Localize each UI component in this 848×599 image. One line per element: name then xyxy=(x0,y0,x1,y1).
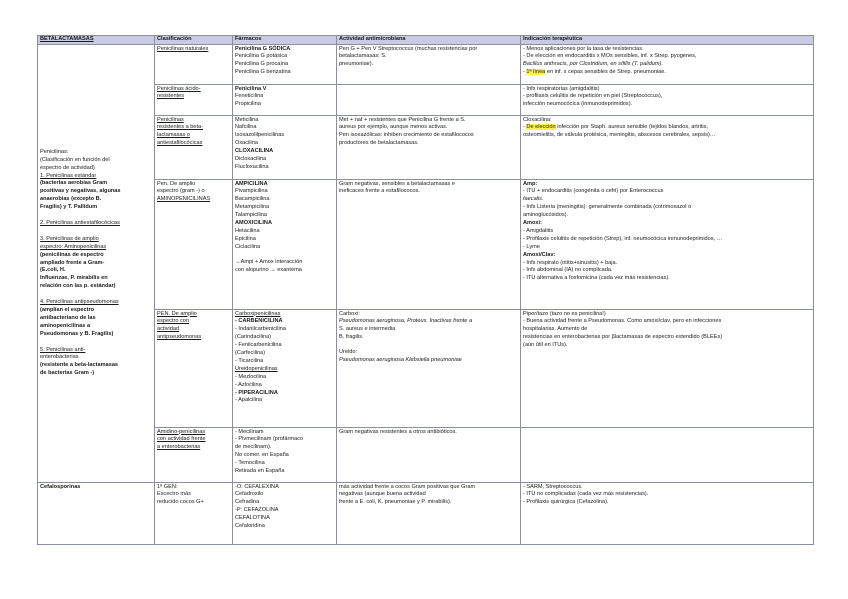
drug-line: (Carfecilina) xyxy=(235,350,266,357)
group-label-line: 3. Penicilinas de amplio xyxy=(40,235,99,242)
clasif-line: AMINOPENICILINAS xyxy=(157,196,211,203)
clasif-line: 1ª GEN: xyxy=(157,483,178,490)
betalactamasas-table xyxy=(37,35,814,545)
spacer xyxy=(40,291,152,299)
group-label-line: 5. Penicilinas anti- xyxy=(40,346,86,353)
indicacion-cell xyxy=(521,310,814,428)
clasif-line: a enterobacterias xyxy=(157,444,201,451)
drug-line: - CARBENICILINA xyxy=(235,318,283,325)
group-label-line: 2. Penicilinas antiestafilocócicas xyxy=(40,220,120,227)
drug-line: CEFALOTINA xyxy=(235,515,270,522)
drug-line: Propicilina xyxy=(235,101,261,108)
penicilinas-group-label xyxy=(38,45,155,483)
actividad-line: Pseudomonas aeruginosa Klebsiella pneumoniae xyxy=(339,357,462,364)
drug-line: Feneticilina xyxy=(235,93,264,100)
table-header-row xyxy=(38,36,814,45)
drug-line: Nafcilina xyxy=(235,124,257,131)
actividad-line: Ureido: xyxy=(339,349,358,356)
actividad-cell xyxy=(337,483,521,545)
clasif-line: espectro (gram -) o xyxy=(157,188,205,195)
drug-line: - Mecilinam xyxy=(235,428,264,435)
clasif-line: antipseudomonas xyxy=(157,334,202,341)
group-label-line: (E.coli, H. xyxy=(40,267,66,274)
group-label-line: Penicilinas: xyxy=(40,148,69,155)
actividad-line: Gram negativas, sensibles a betalactamasas e xyxy=(339,180,455,187)
actividad-cell xyxy=(337,116,521,180)
drug-line: No comer. en España xyxy=(235,452,289,459)
table-row xyxy=(38,428,814,483)
table-row xyxy=(38,310,814,428)
drug-line: de mecilinam). xyxy=(235,444,272,451)
table-row xyxy=(38,116,814,180)
indicacion-line: Amp: xyxy=(523,180,538,187)
spacer xyxy=(40,228,152,236)
indicacion-line: - Amigdalitis xyxy=(523,227,554,234)
drug-line: - Indanilcarbenicilina xyxy=(235,326,286,333)
group-label-line: enterobacterias xyxy=(40,354,79,361)
drug-line: CLOXACILINA xyxy=(235,148,274,155)
clasif-line: Escectro más xyxy=(157,491,191,498)
spacer xyxy=(40,339,152,347)
actividad-line: más actividad frente a cocos Gram positivas que Gram xyxy=(339,483,476,490)
indicacion-line: Amoxi: xyxy=(523,220,542,227)
table-row xyxy=(38,483,814,545)
actividad-line: S. aureus e intermedia xyxy=(339,326,396,333)
drug-line: Meticilina xyxy=(235,116,259,123)
group-label: Cefalosporinas xyxy=(40,483,81,490)
drug-line: Carboxipenicilinas xyxy=(235,310,281,317)
group-label-line: (Clasificación en función del xyxy=(40,156,110,163)
header-betalactamasas: BETALACTAMASAS xyxy=(38,36,155,45)
clasif-cell xyxy=(155,483,233,545)
drug-line: Retirada en España xyxy=(235,468,285,475)
group-label-line: de bacterias Gram -) xyxy=(40,370,95,377)
group-label-line: aminopenicilinas a xyxy=(40,322,91,329)
clasif-line: resistentes xyxy=(157,93,185,100)
indicacion-line: - SARM, Streptococcus. xyxy=(523,483,583,490)
group-label-line: (resistente a beta-lactamasas xyxy=(40,362,119,369)
clasif-cell xyxy=(155,45,233,85)
actividad-line: productores de betalactamasas. xyxy=(339,140,419,147)
drug-line: Penicilina V xyxy=(235,85,267,92)
actividad-cell xyxy=(337,45,521,85)
drug-line: Penicilina G benzatina xyxy=(235,69,291,76)
drug-line: Cefadroxilo xyxy=(235,491,264,498)
indicacion-line: - De elección en endocarditis x MOs sensibles, inf. x Strep. pyogenes, xyxy=(523,53,697,60)
drug-line: - Temocilina xyxy=(235,460,265,467)
clasif-cell xyxy=(155,310,233,428)
drug-line: Ureidopenicilinas xyxy=(235,365,278,372)
drug-line: - Azlocilina xyxy=(235,381,262,388)
drug-line: - PIPERACILINA xyxy=(235,389,278,396)
actividad-cell xyxy=(337,310,521,428)
indicacion-line: osteomielitis, de válvula protésica, meningitis, abscesos cerebrales, sepsis)… xyxy=(523,132,716,139)
clasif-line: actividad xyxy=(157,326,180,333)
drug-line: con alopurino → exantema xyxy=(235,266,302,273)
drug-line: Metampicilina xyxy=(235,204,270,211)
drug-line: Pivampicilina xyxy=(235,188,268,195)
drug-line: - Ticarcilina xyxy=(235,357,264,364)
actividad-line: Pseudomonas aeruginosa, Proteus. Inactivas frente a xyxy=(339,318,473,325)
drug-line: (Carindacilina) xyxy=(235,334,272,341)
clasif-cell xyxy=(155,85,233,116)
indicacion-line: - Infs abdominal (IA) no complicada. xyxy=(523,267,613,274)
drug-line: AMPICILINA xyxy=(235,180,268,187)
indicacion-line: - 1ª línea en inf. x cepas sensibles de Strep. pneumoniae. xyxy=(523,69,666,76)
indicacion-cell xyxy=(521,428,814,483)
clasif-line: Penicilinas naturales xyxy=(157,45,209,52)
actividad-line: aureus por ejemplo, aunque menos activas. xyxy=(339,124,448,131)
indicacion-cell xyxy=(521,180,814,310)
indicacion-line: - De elección infección por Staph. aureus sensible (tejidos blandos, artritis, xyxy=(523,124,709,131)
drug-line: Isoxazolilpenicilinas xyxy=(235,132,285,139)
drug-line: Epicilina xyxy=(235,235,256,242)
spacer xyxy=(40,212,152,220)
drug-line: Flucloxacilina xyxy=(235,163,269,170)
indicacion-line: - Infs Listeria (meningitis): generalmente combinada (cotrimoxazol o xyxy=(523,204,692,211)
group-label-line: 1. Penicilinas estándar xyxy=(40,172,97,179)
spacer xyxy=(235,252,334,259)
farmacos-cell xyxy=(233,310,337,428)
document-page xyxy=(37,35,813,545)
actividad-line: betalactamasas: S. xyxy=(339,53,387,60)
drug-line: - Pivmecilinam (profármaco xyxy=(235,436,304,443)
indicacion-line: - Profilaxis celulitis de repetición (Strep), inf. neumocócica inmunodeprimidos, … xyxy=(523,235,723,242)
header-clasificacion: Clasificación xyxy=(155,36,233,45)
drug-line: Hetacilina xyxy=(235,227,260,234)
indicacion-line: - ITU no complicadas (cada vez más resistencias). xyxy=(523,491,649,498)
indicacion-line: - Infs respirato (otitis+sinusitis) + baja. xyxy=(523,259,618,266)
drug-line: Penicilina G potásica xyxy=(235,53,288,60)
indicacion-line: hospitalarias. Aumento de xyxy=(523,326,588,333)
clasif-line: Penicilinas xyxy=(157,116,184,123)
group-label-line: (bacterias aerobias Gram xyxy=(40,180,108,187)
header-actividad: Actividad antimicrobiana xyxy=(337,36,521,45)
indicacion-line: - Lyme xyxy=(523,243,540,250)
drug-line: -O: CEFALEXINA xyxy=(235,483,279,490)
indicacion-line: (aún útil en ITUs). xyxy=(523,342,568,349)
spacer xyxy=(339,342,518,349)
highlight-mark: 1ª línea xyxy=(526,69,546,76)
actividad-line: B. fragilis. xyxy=(339,334,364,341)
drug-line: - Mezlocilina xyxy=(235,373,267,380)
indicacion-line: - profilaxis celulitis de repetición en piel (Streptococcus), xyxy=(523,93,663,100)
group-label-line: ampliado frente a Gram- xyxy=(40,259,105,266)
indicacion-line: - Buena actividad frente a Pseudomonas. Como amoxi/clav, pero en infecciones xyxy=(523,318,722,325)
indicacion-line: Cloxacilina: xyxy=(523,116,552,123)
drug-line: Bacampicilina xyxy=(235,196,270,203)
farmacos-cell xyxy=(233,483,337,545)
indicacion-cell xyxy=(521,45,814,85)
clasif-line: lactamasas o xyxy=(157,132,190,139)
clasif-line: con actividad frente xyxy=(157,436,206,443)
clasif-line: PEN. De amplio xyxy=(157,310,197,317)
clasif-cell xyxy=(155,116,233,180)
drug-line: AMOXICILINA xyxy=(235,220,272,227)
drug-line: - Fenilcarbenicilina xyxy=(235,342,282,349)
actividad-line: pneumoniae). xyxy=(339,61,374,68)
actividad-line: ineficaces frente a estafilococos. xyxy=(339,188,420,195)
drug-line: -P: CEFAZOLINA xyxy=(235,507,279,514)
group-label-line: relación con las p. estándar) xyxy=(40,283,116,290)
indicacion-line: - Infs respiratorias (amigdalitis) xyxy=(523,85,600,92)
indicacion-line: Amoxi/Clav: xyxy=(523,251,556,258)
clasif-line: Pen. De amplio xyxy=(157,180,196,187)
clasif-line: antiestafilocócicas xyxy=(157,140,203,147)
highlight-mark: De elección xyxy=(526,124,556,131)
indicacion-line: - Menos aplicaciones por la tasa de resistencias. xyxy=(523,45,644,52)
drug-line: →Ampi + Amox interacción xyxy=(235,258,303,265)
table-row xyxy=(38,180,814,310)
clasif-line: reducido cocos G+ xyxy=(157,499,204,506)
farmacos-cell xyxy=(233,180,337,310)
clasif-line: espectro con xyxy=(157,318,190,325)
farmacos-cell xyxy=(233,45,337,85)
table-row xyxy=(38,45,814,85)
indicacion-line: - ITU alternativa a fosfomicina (cada vez más resistencias). xyxy=(523,275,670,282)
actividad-line: Pen G + Pen V Streptococcus (muchas resistencias por xyxy=(339,45,478,52)
indicacion-line: - Profilaxis quirúrgica (Cefazolina). xyxy=(523,499,609,506)
clasif-cell xyxy=(155,180,233,310)
drug-line: Cefaloridina xyxy=(235,523,265,530)
actividad-line: frente a E. coli, K. pneumoniae y P. mirabilis). xyxy=(339,499,452,506)
drug-line: Oxacilina xyxy=(235,140,259,147)
header-farmacos: Fármacos xyxy=(233,36,337,45)
group-label-line: Pseudomonas y B. Fragilis) xyxy=(40,330,114,337)
drug-line: Ciclacilina xyxy=(235,243,261,250)
drug-line: Cefradina xyxy=(235,499,260,506)
group-label-line: positivas y negativas, algunas xyxy=(40,188,121,195)
group-label-line: antibacteriano de las xyxy=(40,314,96,321)
indicacion-line: resistencias en enterobacterias por βlactamasas de espectro extendido (BLEEs) xyxy=(523,334,723,341)
clasif-line: Amidino-penicilinas xyxy=(157,428,206,435)
actividad-cell xyxy=(337,428,521,483)
drug-line: Penicilina G SÓDICA xyxy=(235,45,291,52)
group-label-line: espectro de actividad) xyxy=(40,164,95,171)
actividad-line: negativas (aunque buena actividad xyxy=(339,491,426,498)
group-label-line: Influenzae, P. mirabilis en xyxy=(40,275,108,282)
drug-line: Dicloxacilina xyxy=(235,156,267,163)
cefalosporinas-label xyxy=(38,483,155,545)
clasif-cell xyxy=(155,428,233,483)
drug-line: Penicilina G procaína xyxy=(235,61,289,68)
group-label-line: 4. Penicilinas antipseudomonas xyxy=(40,299,119,306)
actividad-cell xyxy=(337,180,521,310)
indicacion-cell xyxy=(521,85,814,116)
drug-line: - Apalcilina xyxy=(235,397,263,404)
actividad-cell xyxy=(337,85,521,116)
clasif-line: Penicilinas ácido- xyxy=(157,85,201,92)
actividad-line: Gram negativas resistentes a otros antibióticos. xyxy=(339,428,457,435)
table-row xyxy=(38,85,814,116)
farmacos-cell xyxy=(233,116,337,180)
indicacion-cell xyxy=(521,483,814,545)
clasif-line: resistentes a beta- xyxy=(157,124,204,131)
actividad-line: Carboxi: xyxy=(339,310,360,317)
indicacion-cell xyxy=(521,116,814,180)
drug-line: Talampicilina xyxy=(235,212,268,219)
group-label-line: espectro: Aminopenicilinas xyxy=(40,243,107,250)
group-label-line: Fragilis) y T. Pallidum xyxy=(40,204,98,211)
actividad-line: Pen isoxazólicas: inhiben crecimiento de estafilococos xyxy=(339,132,474,139)
actividad-line: Met + naf + resistentes que Penicilina G frente a S. xyxy=(339,116,466,123)
farmacos-cell xyxy=(233,85,337,116)
farmacos-cell xyxy=(233,428,337,483)
indicacion-line: infección neumocócica (inmunodeprimidos). xyxy=(523,101,633,108)
group-label-line: anaerobias (excepto B. xyxy=(40,196,102,203)
indicacion-line: Piper/tazo (tazo no es penicilina!) xyxy=(523,310,606,317)
indicacion-line: Bacillus anthracis, por Clostridium, en sífilis (T. palidum). xyxy=(523,61,663,68)
group-label-line: (penicilinas de espectro xyxy=(40,251,104,258)
indicacion-line: faecalis. xyxy=(523,196,544,203)
header-indicacion: Indicación terapéutica xyxy=(521,36,814,45)
indicacion-line: aminoglucósidos). xyxy=(523,212,569,219)
indicacion-line: - ITU + endocarditis (congénita o cefri) por Enterococcus xyxy=(523,188,664,195)
group-label-line: (amplían el espectro xyxy=(40,306,95,313)
